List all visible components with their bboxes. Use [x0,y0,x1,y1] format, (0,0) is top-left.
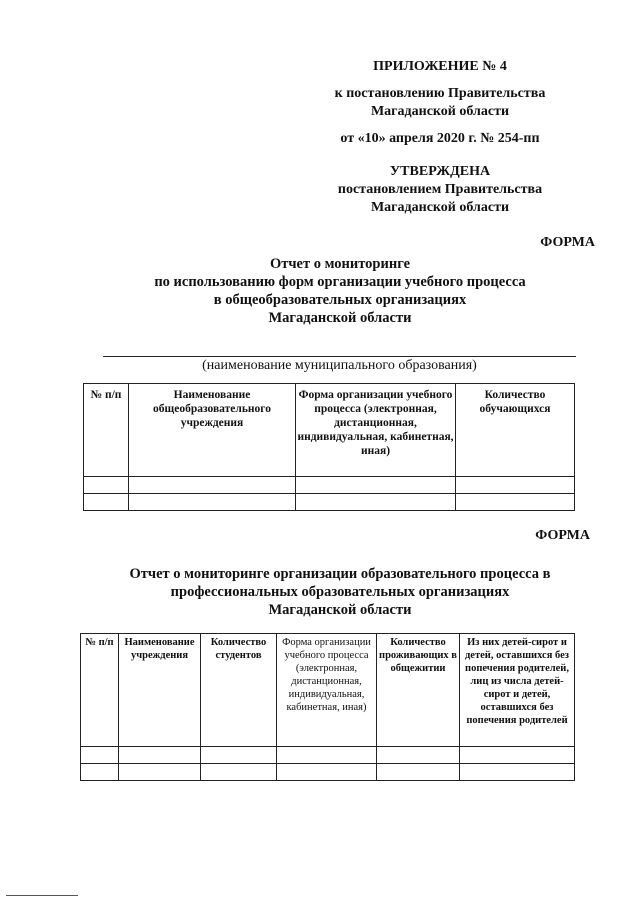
table-cell[interactable] [456,494,575,511]
date-number-line: от «10» апреля 2020 г. № 254-пп [340,131,540,146]
form2-col-dormitory: Количество проживающих в общежитии [377,634,460,747]
appendix-number: ПРИЛОЖЕНИЕ № 4 [373,59,507,74]
table-cell[interactable] [456,477,575,494]
table-cell[interactable] [129,494,296,511]
table-cell[interactable] [119,747,201,764]
footnote-divider [6,895,78,896]
form1-label: ФОРМА [540,235,595,250]
table-cell[interactable] [277,764,377,781]
table-cell[interactable] [460,747,575,764]
table-row [81,747,575,764]
form1-col-institution: Наименование общеобразовательного учреждения [129,384,296,477]
table-cell[interactable] [460,764,575,781]
form1-header-row [84,384,575,477]
table-cell[interactable] [81,747,119,764]
table-cell[interactable] [377,764,460,781]
form2-title [60,565,620,619]
table-cell[interactable] [377,747,460,764]
form1-title-line-3: в общеобразовательных организациях [213,292,467,308]
table-cell[interactable] [277,747,377,764]
table-cell[interactable] [119,764,201,781]
form2-table [80,633,575,781]
form1-title-line-2: по использованию форм организации учебного процесса [154,274,526,290]
form1-col-students: Количество обучающихся [456,384,575,477]
form1-table [83,383,575,511]
form2-col-orphans: Из них детей-сирот и детей, оставшихся без попечения родителей, лиц из числа детей-сирот и детей, оставшихся без попечения родителей [460,634,575,747]
form2-col-number: № п/п [81,634,119,747]
form1-title [80,255,600,327]
to-resolution-line: к постановлению Правительства [334,86,546,101]
table-cell[interactable] [201,747,277,764]
approved-heading: УТВЕРЖДЕНА [389,164,491,179]
form2-col-institution: Наименование учреждения [119,634,201,747]
form1-col-number: № п/п [84,384,129,477]
table-cell[interactable] [81,764,119,781]
form2-title-line-1: Отчет о мониторинге организации образовательного процесса в [129,566,551,582]
table-cell[interactable] [129,477,296,494]
table-cell[interactable] [84,494,129,511]
approved-by-line: постановлением Правительства [337,182,543,197]
form1-title-line-1: Отчет о мониторинге [269,256,411,272]
municipality-underline [103,356,576,357]
form1-title-line-4: Магаданской области [268,310,412,326]
table-cell[interactable] [84,477,129,494]
table-row [84,477,575,494]
table-cell[interactable] [296,477,456,494]
form2-label: ФОРМА [535,528,590,543]
approved-region-line: Магаданской области [370,200,510,215]
form2-title-line-2: профессиональных образовательных организациях [170,584,510,600]
form2-col-students: Количество студентов [201,634,277,747]
table-cell[interactable] [201,764,277,781]
form2-header-row [81,634,575,747]
table-row [81,764,575,781]
region-line: Магаданской области [370,104,510,119]
table-cell[interactable] [296,494,456,511]
form1-col-form: Форма организации учебного процесса (электронная, дистанционная, индивидуальная, кабинетная, иная) [296,384,456,477]
form2-col-form: Форма организации учебного процесса (электронная, дистанционная, индивидуальная, кабинетная, иная) [277,634,377,747]
table-row [84,494,575,511]
municipality-caption: (наименование муниципального образования) [202,358,477,373]
form2-title-line-3: Магаданской области [268,602,412,618]
